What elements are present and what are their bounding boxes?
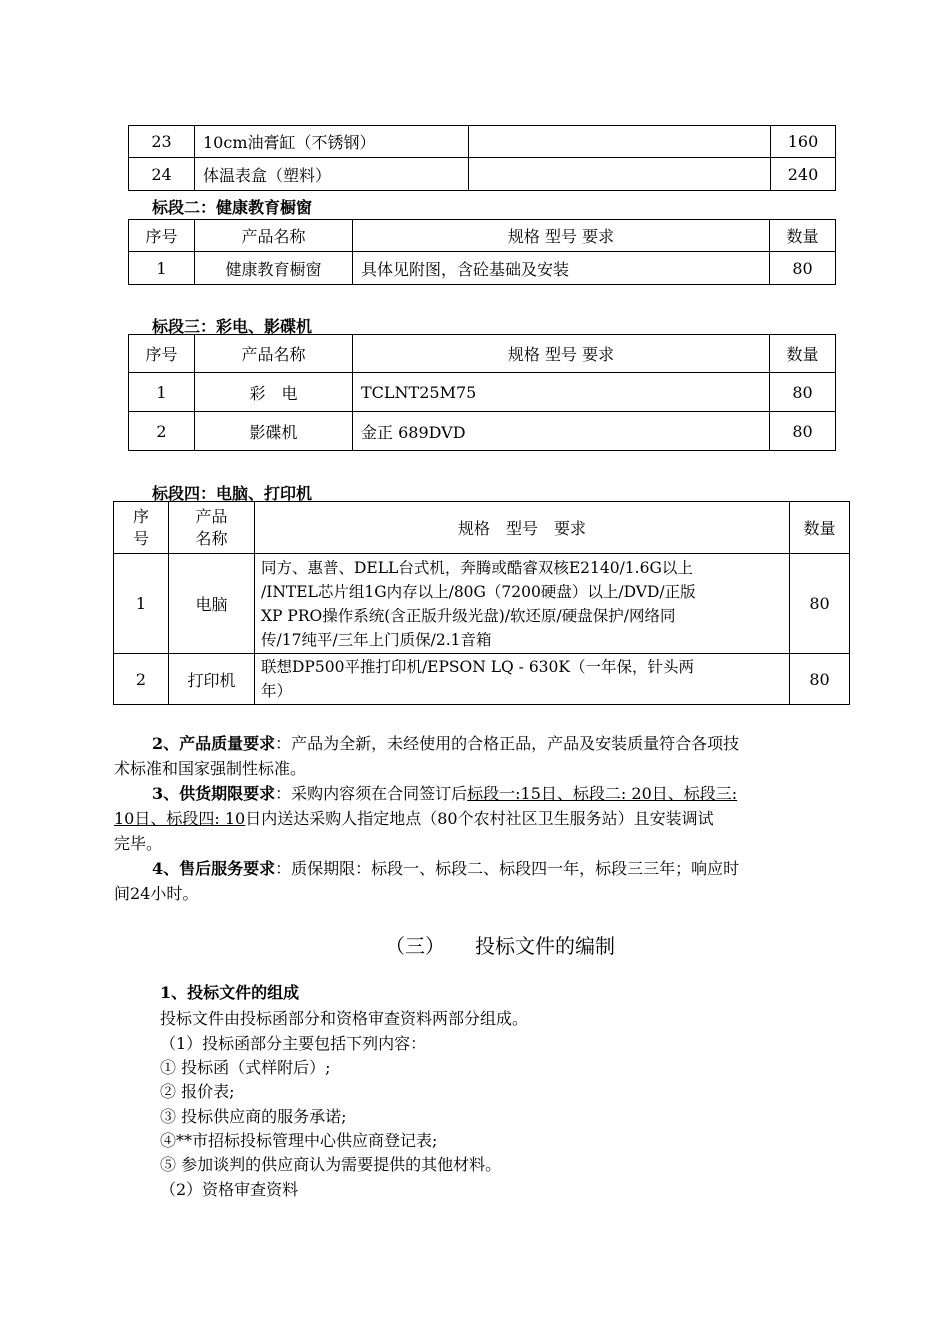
service-label: 4、售后服务要求 [152,859,276,878]
product-spec [469,126,771,158]
product-quantity: 80 [770,412,836,451]
service-text: ：质保期限：标段一、标段二、标段四一年，标段三三年；响应时 [275,859,740,878]
service-requirement [152,856,852,881]
table-row [129,126,836,158]
lot2-table [128,219,836,285]
quality-label: 2、产品质量要求 [152,734,276,753]
header-name: 产品名称 [195,335,353,373]
table-row [129,252,836,285]
delivery-text-cont: 日内送达采购人指定地点（80个农村社区卫生服务站）且安装调试 [245,809,714,828]
header-spec: 规格 型号 要求 [353,220,770,252]
product-name: 体温表盒（塑料） [195,158,469,191]
quality-requirement-cont: 术标准和国家强制性标准。 [114,759,307,778]
list-item: ③ 投标供应商的服务承诺; [160,1107,347,1126]
product-spec [255,554,790,654]
product-name: 打印机 [169,654,255,705]
lot3-title: 标段三：彩电、影碟机 [152,317,313,336]
table-row [129,412,836,451]
table-header-row [114,502,850,554]
header-spec: 规格 型号 要求 [255,502,790,554]
table-header-row [129,220,836,252]
table-row [114,554,850,654]
header-name: 产品名称 [195,220,353,252]
header-name [169,502,255,554]
list-item: ① 投标函（式样附后）; [160,1058,331,1077]
table-row [129,158,836,191]
header-no: 序号 [129,335,195,373]
product-quantity: 160 [771,126,836,158]
list-item: ⑤ 参加谈判的供应商认为需要提供的其他材料。 [160,1155,502,1174]
delivery-requirement [152,781,872,806]
product-name: 彩 电 [195,373,353,412]
header-name-line-1: 产品 [195,506,228,526]
row-number: 23 [129,126,195,158]
spec-line: 年） [261,682,293,700]
row-number: 1 [129,252,195,285]
body-line: 投标文件由投标函部分和资格审查资料两部分组成。 [160,1009,529,1028]
row-number: 2 [114,654,169,705]
product-name: 影碟机 [195,412,353,451]
header-name-line-2: 名称 [195,528,228,548]
service-requirement-cont: 间24小时。 [114,884,199,903]
section-heading-title: 投标文件的编制 [475,934,615,958]
list-item: ② 报价表; [160,1082,235,1101]
product-spec [255,654,790,705]
lot4-title: 标段四：电脑、打印机 [152,484,313,503]
section-heading-number: （三） [385,934,445,958]
table-header-row [129,335,836,373]
product-spec: 具体见附图，含砼基础及安装 [353,252,770,285]
product-name: 10cm油膏缸（不锈钢） [195,126,469,158]
lot3-table [128,334,836,451]
delivery-schedule: 标段一:15日、标段二: 20日、标段三: [467,784,738,803]
quality-text: ：产品为全新，未经使用的合格正品，产品及安装质量符合各项技 [275,734,740,753]
product-quantity: 80 [790,654,850,705]
spec-line: 联想DP500平推打印机/EPSON LQ - 630K（一年保，针头两 [261,658,694,676]
delivery-text: ：采购内容须在合同签订后 [275,784,468,803]
delivery-requirement-end: 完毕。 [114,834,163,853]
header-qty: 数量 [770,220,836,252]
section-heading [385,930,615,959]
quality-requirement [152,731,852,756]
row-number: 24 [129,158,195,191]
body-line: （1）投标函部分主要包括下列内容： [160,1034,427,1053]
product-quantity: 80 [790,554,850,654]
table-row [114,654,850,705]
delivery-label: 3、供货期限要求 [152,784,276,803]
row-number: 1 [129,373,195,412]
row-number: 1 [114,554,169,654]
header-no [114,502,169,554]
product-spec: 金正 689DVD [353,412,770,451]
spec-line: 传/17纯平/三年上门质保/2.1音箱 [261,630,492,649]
header-no-line-2: 号 [132,528,149,548]
table-row [129,373,836,412]
spec-line: XP PRO操作系统(含正版升级光盘)/软还原/硬盘保护/网络同 [261,606,676,625]
header-no: 序号 [129,220,195,252]
body-line: （2）资格审查资料 [160,1180,299,1199]
header-spec: 规格 型号 要求 [353,335,770,373]
product-quantity: 80 [770,373,836,412]
lot4-table [113,501,850,705]
subsection-title: 1、投标文件的组成 [160,983,300,1002]
spec-line: 同方、惠普、DELL台式机，奔腾或酷睿双核E2140/1.6G以上 [261,558,693,577]
product-spec: TCLNT25M75 [353,373,770,412]
lot2-title: 标段二：健康教育橱窗 [152,198,313,217]
delivery-schedule-cont: 10日、标段四: 10 [114,809,246,828]
top-items-table [128,125,836,191]
header-no-line-1: 序 [132,506,149,526]
list-item: ④**市招标投标管理中心供应商登记表; [160,1131,438,1150]
delivery-requirement-cont [114,806,714,831]
product-quantity: 80 [770,252,836,285]
product-name: 电脑 [169,554,255,654]
product-name: 健康教育橱窗 [195,252,353,285]
spec-line: /INTEL芯片组1G内存以上/80G（7200硬盘）以上/DVD/正版 [261,582,696,601]
product-spec [469,158,771,191]
row-number: 2 [129,412,195,451]
header-qty: 数量 [790,502,850,554]
header-qty: 数量 [770,335,836,373]
product-quantity: 240 [771,158,836,191]
